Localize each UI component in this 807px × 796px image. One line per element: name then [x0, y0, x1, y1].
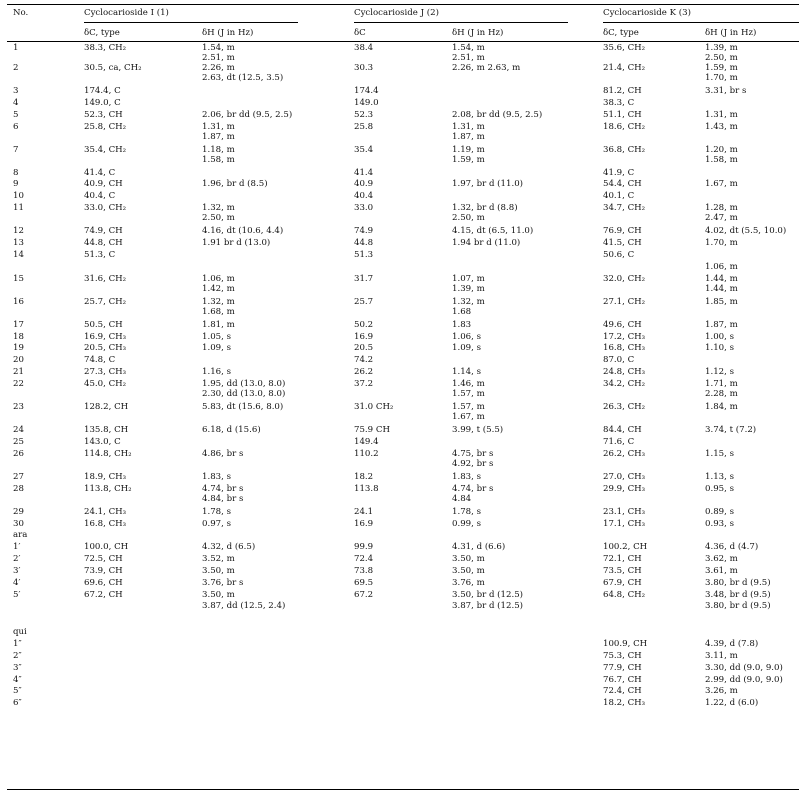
c2-carbon-shift: 33.0 [354, 203, 374, 213]
c2-proton-shift: 1.83 [452, 320, 472, 330]
c1-proton-shift: 4.74, br s [202, 484, 244, 494]
c3-proton-shift: 2.47, m [705, 213, 738, 223]
c1-proton-shift: 1.06, m [202, 274, 235, 284]
c3-proton-shift: 0.95, s [705, 484, 735, 494]
c2-proton-shift: 3.87, br d (12.5) [452, 601, 524, 611]
c3-carbon-shift: 81.2, CH [603, 86, 642, 96]
c1-proton-shift: 1.83, s [202, 472, 232, 482]
row-number: qui [13, 627, 27, 637]
c2-proton-shift: 3.99, t (5.5) [452, 425, 504, 435]
c3-carbon-shift: 21.4, CH₂ [603, 63, 646, 73]
c1-carbon-shift: 67.2, CH [84, 590, 123, 600]
c2-proton-shift: 4.84 [452, 494, 472, 504]
compound-2-underline [354, 22, 568, 23]
c2-proton-shift: 1.57, m [452, 389, 485, 399]
c1-carbon-shift: 73.9, CH [84, 566, 123, 576]
c2-carbon-shift: 73.8 [354, 566, 374, 576]
c1-proton-shift: 1.58, m [202, 155, 235, 165]
c2-carbon-shift: 74.2 [354, 355, 374, 365]
c1-proton-shift: 1.05, s [202, 332, 232, 342]
c2-proton-shift: 4.74, br s [452, 484, 494, 494]
row-number: 5″ [13, 686, 22, 696]
row-number: 3″ [13, 663, 22, 673]
row-number: 17 [13, 320, 24, 330]
c3-carbon-shift: 67.9, CH [603, 578, 642, 588]
c2-proton-shift: 1.68 [452, 307, 472, 317]
c1-carbon-shift: 74.9, CH [84, 226, 123, 236]
c3-carbon-shift: 76.7, CH [603, 675, 642, 685]
row-number: 13 [13, 238, 24, 248]
row-number: 6 [13, 122, 19, 132]
c3-proton-shift: 1.15, s [705, 449, 735, 459]
c3-proton-shift: 1.44, m [705, 274, 738, 284]
c1-carbon-shift: 40.9, CH [84, 179, 123, 189]
subheader-c2-carbon: δC [354, 28, 366, 38]
c3-proton-shift: 1.28, m [705, 203, 738, 213]
row-number: 1 [13, 43, 19, 53]
header-compound-2: Cyclocarioside J (2) [354, 8, 439, 18]
row-number: 9 [13, 179, 19, 189]
c1-proton-shift: 3.76, br s [202, 578, 244, 588]
c3-proton-shift: 1.70, m [705, 238, 738, 248]
c1-carbon-shift: 24.1, CH₃ [84, 507, 127, 517]
c2-carbon-shift: 20.5 [354, 343, 374, 353]
c2-carbon-shift: 149.4 [354, 437, 379, 447]
c3-proton-shift: 2.28, m [705, 389, 738, 399]
c1-proton-shift: 2.50, m [202, 213, 235, 223]
c2-carbon-shift: 31.7 [354, 274, 374, 284]
c3-proton-shift: 3.80, br d (9.5) [705, 601, 771, 611]
c3-proton-shift: 1.06, m [705, 262, 738, 272]
c3-carbon-shift: 71.6, C [603, 437, 635, 447]
c1-carbon-shift: 38.3, CH₂ [84, 43, 127, 53]
row-number: 3 [13, 86, 19, 96]
c1-proton-shift: 1.31, m [202, 122, 235, 132]
c3-carbon-shift: 36.8, CH₂ [603, 145, 646, 155]
c2-proton-shift: 1.14, s [452, 367, 482, 377]
c3-proton-shift: 1.58, m [705, 155, 738, 165]
c3-carbon-shift: 26.3, CH₂ [603, 402, 646, 412]
c3-proton-shift: 1.59, m [705, 63, 738, 73]
c2-proton-shift: 1.97, br d (11.0) [452, 179, 524, 189]
c1-proton-shift: 1.68, m [202, 307, 235, 317]
row-number: 2 [13, 63, 19, 73]
c2-carbon-shift: 44.8 [354, 238, 374, 248]
c1-proton-shift: 2.63, dt (12.5, 3.5) [202, 73, 284, 83]
c3-carbon-shift: 64.8, CH₂ [603, 590, 646, 600]
row-number: 2′ [13, 554, 21, 564]
c3-carbon-shift: 34.7, CH₂ [603, 203, 646, 213]
c1-proton-shift: 1.91 br d (13.0) [202, 238, 271, 248]
c2-carbon-shift: 16.9 [354, 519, 374, 529]
c1-carbon-shift: 51.3, C [84, 250, 116, 260]
c1-proton-shift: 1.18, m [202, 145, 235, 155]
c2-carbon-shift: 40.9 [354, 179, 374, 189]
c1-carbon-shift: 35.4, CH₂ [84, 145, 127, 155]
c3-proton-shift: 1.31, m [705, 110, 738, 120]
c3-carbon-shift: 50.6, C [603, 250, 635, 260]
row-number: 2″ [13, 651, 22, 661]
c2-proton-shift: 2.51, m [452, 53, 485, 63]
c2-carbon-shift: 30.3 [354, 63, 374, 73]
c1-carbon-shift: 69.6, CH [84, 578, 123, 588]
c2-carbon-shift: 110.2 [354, 449, 379, 459]
c1-proton-shift: 3.52, m [202, 554, 235, 564]
subheader-c3-carbon: δC, type [603, 28, 639, 38]
c1-carbon-shift: 143.0, C [84, 437, 121, 447]
c3-proton-shift: 1.39, m [705, 43, 738, 53]
row-number: ara [13, 530, 28, 540]
row-number: 29 [13, 507, 24, 517]
row-number: 27 [13, 472, 24, 482]
c3-carbon-shift: 100.2, CH [603, 542, 648, 552]
c1-proton-shift: 4.16, dt (10.6, 4.4) [202, 226, 284, 236]
top-rule [7, 4, 799, 5]
row-number: 3′ [13, 566, 21, 576]
c2-proton-shift: 3.50, m [452, 554, 485, 564]
c2-carbon-shift: 51.3 [354, 250, 374, 260]
c3-proton-shift: 2.99, dd (9.0, 9.0) [705, 675, 783, 685]
c3-proton-shift: 1.22, d (6.0) [705, 698, 759, 708]
c3-carbon-shift: 17.2, CH₃ [603, 332, 646, 342]
c3-proton-shift: 4.39, d (7.8) [705, 639, 759, 649]
c3-carbon-shift: 26.2, CH₃ [603, 449, 646, 459]
c2-carbon-shift: 38.4 [354, 43, 374, 53]
c1-carbon-shift: 16.9, CH₃ [84, 332, 127, 342]
c2-proton-shift: 1.78, s [452, 507, 482, 517]
row-number: 4 [13, 98, 19, 108]
c3-carbon-shift: 18.6, CH₂ [603, 122, 646, 132]
row-number: 6″ [13, 698, 22, 708]
c3-carbon-shift: 16.8, CH₃ [603, 343, 646, 353]
c1-proton-shift: 3.50, m [202, 590, 235, 600]
c3-proton-shift: 3.26, m [705, 686, 738, 696]
c3-carbon-shift: 35.6, CH₂ [603, 43, 646, 53]
c1-carbon-shift: 174.4, C [84, 86, 121, 96]
c2-carbon-shift: 25.7 [354, 297, 374, 307]
c2-carbon-shift: 99.9 [354, 542, 374, 552]
row-number: 20 [13, 355, 24, 365]
c1-proton-shift: 1.32, m [202, 203, 235, 213]
c2-proton-shift: 0.99, s [452, 519, 482, 529]
c3-carbon-shift: 76.9, CH [603, 226, 642, 236]
c2-proton-shift: 1.32, br d (8.8) [452, 203, 518, 213]
c1-proton-shift: 1.09, s [202, 343, 232, 353]
row-number: 18 [13, 332, 24, 342]
c1-proton-shift: 1.32, m [202, 297, 235, 307]
row-number: 14 [13, 250, 24, 260]
c3-carbon-shift: 84.4, CH [603, 425, 642, 435]
c2-proton-shift: 1.19, m [452, 145, 485, 155]
c3-proton-shift: 3.74, t (7.2) [705, 425, 757, 435]
c1-carbon-shift: 45.0, CH₂ [84, 379, 127, 389]
c3-carbon-shift: 72.4, CH [603, 686, 642, 696]
c1-proton-shift: 1.16, s [202, 367, 232, 377]
c3-carbon-shift: 49.6, CH [603, 320, 642, 330]
c3-carbon-shift: 29.9, CH₃ [603, 484, 646, 494]
c2-proton-shift: 4.92, br s [452, 459, 494, 469]
row-number: 7 [13, 145, 19, 155]
c2-proton-shift: 1.54, m [452, 43, 485, 53]
row-number: 25 [13, 437, 24, 447]
c1-proton-shift: 6.18, d (15.6) [202, 425, 261, 435]
c2-proton-shift: 1.09, s [452, 343, 482, 353]
c2-carbon-shift: 52.3 [354, 110, 374, 120]
c1-proton-shift: 3.87, dd (12.5, 2.4) [202, 601, 286, 611]
c2-proton-shift: 4.31, d (6.6) [452, 542, 506, 552]
c2-carbon-shift: 40.4 [354, 191, 374, 201]
c3-proton-shift: 1.13, s [705, 472, 735, 482]
c3-proton-shift: 0.89, s [705, 507, 735, 517]
c1-carbon-shift: 50.5, CH [84, 320, 123, 330]
c2-carbon-shift: 75.9 CH [354, 425, 390, 435]
c1-proton-shift: 1.95, dd (13.0, 8.0) [202, 379, 286, 389]
c2-carbon-shift: 18.2 [354, 472, 374, 482]
c2-carbon-shift: 24.1 [354, 507, 374, 517]
c1-carbon-shift: 31.6, CH₂ [84, 274, 127, 284]
c1-proton-shift: 2.26, m [202, 63, 235, 73]
c2-carbon-shift: 31.0 CH₂ [354, 402, 394, 412]
bottom-rule [7, 789, 799, 790]
c3-proton-shift: 1.85, m [705, 297, 738, 307]
c1-proton-shift: 1.81, m [202, 320, 235, 330]
c2-proton-shift: 1.83, s [452, 472, 482, 482]
c2-proton-shift: 1.94 br d (11.0) [452, 238, 521, 248]
header-compound-3: Cyclocarioside K (3) [603, 8, 691, 18]
c3-proton-shift: 1.00, s [705, 332, 735, 342]
c3-proton-shift: 1.10, s [705, 343, 735, 353]
c2-proton-shift: 4.75, br s [452, 449, 494, 459]
c3-proton-shift: 3.61, m [705, 566, 738, 576]
c3-proton-shift: 3.80, br d (9.5) [705, 578, 771, 588]
c1-proton-shift: 4.86, br s [202, 449, 244, 459]
c2-proton-shift: 1.46, m [452, 379, 485, 389]
row-number: 4′ [13, 578, 21, 588]
header-rule [7, 41, 799, 42]
c1-carbon-shift: 20.5, CH₃ [84, 343, 127, 353]
c1-carbon-shift: 114.8, CH₂ [84, 449, 132, 459]
row-number: 15 [13, 274, 24, 284]
c1-carbon-shift: 16.8, CH₃ [84, 519, 127, 529]
c3-carbon-shift: 75.3, CH [603, 651, 642, 661]
c1-proton-shift: 0.97, s [202, 519, 232, 529]
c3-carbon-shift: 54.4, CH [603, 179, 642, 189]
c1-carbon-shift: 27.3, CH₃ [84, 367, 127, 377]
row-number: 12 [13, 226, 24, 236]
row-number: 1′ [13, 542, 21, 552]
c2-carbon-shift: 69.5 [354, 578, 374, 588]
header-no: No. [13, 8, 29, 18]
c1-carbon-shift: 44.8, CH [84, 238, 123, 248]
c2-proton-shift: 2.26, m 2.63, m [452, 63, 521, 73]
c1-proton-shift: 1.54, m [202, 43, 235, 53]
row-number: 28 [13, 484, 24, 494]
c3-proton-shift: 1.84, m [705, 402, 738, 412]
c2-carbon-shift: 50.2 [354, 320, 374, 330]
c2-proton-shift: 1.87, m [452, 132, 485, 142]
subheader-c3-proton: δH (J in Hz) [705, 28, 757, 38]
c3-proton-shift: 3.31, br s [705, 86, 747, 96]
c2-proton-shift: 2.08, br dd (9.5, 2.5) [452, 110, 543, 120]
c2-carbon-shift: 35.4 [354, 145, 374, 155]
c1-proton-shift: 4.84, br s [202, 494, 244, 504]
row-number: 23 [13, 402, 24, 412]
c1-proton-shift: 5.83, dt (15.6, 8.0) [202, 402, 284, 412]
c2-proton-shift: 1.07, m [452, 274, 485, 284]
c2-carbon-shift: 67.2 [354, 590, 374, 600]
c1-carbon-shift: 149.0, C [84, 98, 121, 108]
c1-proton-shift: 3.50, m [202, 566, 235, 576]
header-compound-1: Cyclocarioside I (1) [84, 8, 169, 18]
row-number: 26 [13, 449, 24, 459]
c1-carbon-shift: 25.8, CH₂ [84, 122, 127, 132]
c2-carbon-shift: 37.2 [354, 379, 374, 389]
c3-proton-shift: 1.71, m [705, 379, 738, 389]
c1-carbon-shift: 100.0, CH [84, 542, 129, 552]
c1-carbon-shift: 72.5, CH [84, 554, 123, 564]
c2-proton-shift: 3.50, br d (12.5) [452, 590, 524, 600]
c1-proton-shift: 1.42, m [202, 284, 235, 294]
c2-carbon-shift: 72.4 [354, 554, 374, 564]
c2-carbon-shift: 26.2 [354, 367, 374, 377]
c2-carbon-shift: 16.9 [354, 332, 374, 342]
c3-carbon-shift: 73.5, CH [603, 566, 642, 576]
c3-carbon-shift: 40.1, C [603, 191, 635, 201]
c2-carbon-shift: 41.4 [354, 168, 374, 178]
row-number: 5′ [13, 590, 21, 600]
c2-proton-shift: 1.67, m [452, 412, 485, 422]
c3-proton-shift: 4.36, d (4.7) [705, 542, 759, 552]
row-number: 30 [13, 519, 24, 529]
c1-carbon-shift: 40.4, C [84, 191, 116, 201]
c3-proton-shift: 3.11, m [705, 651, 738, 661]
c1-proton-shift: 2.06, br dd (9.5, 2.5) [202, 110, 293, 120]
c1-carbon-shift: 128.2, CH [84, 402, 129, 412]
c3-carbon-shift: 32.0, CH₂ [603, 274, 646, 284]
c2-proton-shift: 1.57, m [452, 402, 485, 412]
c1-proton-shift: 4.32, d (6.5) [202, 542, 256, 552]
c1-proton-shift: 2.30, dd (13.0, 8.0) [202, 389, 286, 399]
row-number: 24 [13, 425, 24, 435]
c2-proton-shift: 3.76, m [452, 578, 485, 588]
row-number: 16 [13, 297, 24, 307]
c1-carbon-shift: 33.0, CH₂ [84, 203, 127, 213]
c3-carbon-shift: 23.1, CH₃ [603, 507, 646, 517]
c3-proton-shift: 3.62, m [705, 554, 738, 564]
c3-carbon-shift: 27.1, CH₂ [603, 297, 646, 307]
c3-carbon-shift: 38.3, C [603, 98, 635, 108]
c1-proton-shift: 2.51, m [202, 53, 235, 63]
c2-proton-shift: 1.06, s [452, 332, 482, 342]
c2-proton-shift: 1.31, m [452, 122, 485, 132]
c3-carbon-shift: 24.8, CH₃ [603, 367, 646, 377]
c3-carbon-shift: 51.1, CH [603, 110, 642, 120]
row-number: 5 [13, 110, 19, 120]
c1-proton-shift: 1.78, s [202, 507, 232, 517]
c3-carbon-shift: 87.0, C [603, 355, 635, 365]
c2-proton-shift: 1.59, m [452, 155, 485, 165]
c3-proton-shift: 1.12, s [705, 367, 735, 377]
c3-carbon-shift: 27.0, CH₃ [603, 472, 646, 482]
compound-1-underline [84, 22, 298, 23]
c3-carbon-shift: 41.5, CH [603, 238, 642, 248]
c2-carbon-shift: 25.8 [354, 122, 374, 132]
c2-proton-shift: 1.32, m [452, 297, 485, 307]
c1-proton-shift: 1.96, br d (8.5) [202, 179, 268, 189]
subheader-c1-carbon: δC, type [84, 28, 120, 38]
c1-carbon-shift: 74.8, C [84, 355, 116, 365]
c1-carbon-shift: 52.3, CH [84, 110, 123, 120]
c2-proton-shift: 3.50, m [452, 566, 485, 576]
c2-carbon-shift: 74.9 [354, 226, 374, 236]
row-number: 8 [13, 168, 19, 178]
c1-carbon-shift: 41.4, C [84, 168, 116, 178]
c3-proton-shift: 4.02, dt (5.5, 10.0) [705, 226, 787, 236]
c3-proton-shift: 3.48, br d (9.5) [705, 590, 771, 600]
c3-proton-shift: 2.50, m [705, 53, 738, 63]
c3-proton-shift: 1.20, m [705, 145, 738, 155]
c3-carbon-shift: 77.9, CH [603, 663, 642, 673]
row-number: 1″ [13, 639, 22, 649]
c3-proton-shift: 3.30, dd (9.0, 9.0) [705, 663, 783, 673]
c1-carbon-shift: 18.9, CH₃ [84, 472, 127, 482]
c3-carbon-shift: 17.1, CH₃ [603, 519, 646, 529]
row-number: 21 [13, 367, 24, 377]
subheader-c2-proton: δH (J in Hz) [452, 28, 504, 38]
c3-carbon-shift: 72.1, CH [603, 554, 642, 564]
c2-proton-shift: 1.39, m [452, 284, 485, 294]
c3-proton-shift: 1.44, m [705, 284, 738, 294]
row-number: 22 [13, 379, 24, 389]
row-number: 11 [13, 203, 24, 213]
c1-carbon-shift: 25.7, CH₂ [84, 297, 127, 307]
c3-carbon-shift: 34.2, CH₂ [603, 379, 646, 389]
c3-carbon-shift: 18.2, CH₃ [603, 698, 646, 708]
subheader-c1-proton: δH (J in Hz) [202, 28, 254, 38]
c2-carbon-shift: 149.0 [354, 98, 379, 108]
c1-carbon-shift: 113.8, CH₂ [84, 484, 132, 494]
c2-carbon-shift: 113.8 [354, 484, 379, 494]
c3-proton-shift: 1.87, m [705, 320, 738, 330]
row-number: 19 [13, 343, 24, 353]
c2-proton-shift: 2.50, m [452, 213, 485, 223]
c1-proton-shift: 1.87, m [202, 132, 235, 142]
c3-carbon-shift: 41.9, C [603, 168, 635, 178]
c3-proton-shift: 0.93, s [705, 519, 735, 529]
c3-proton-shift: 1.43, m [705, 122, 738, 132]
c3-proton-shift: 1.67, m [705, 179, 738, 189]
row-number: 4″ [13, 675, 22, 685]
c1-carbon-shift: 30.5, ca, CH₂ [84, 63, 142, 73]
c2-proton-shift: 4.15, dt (6.5, 11.0) [452, 226, 534, 236]
c1-carbon-shift: 135.8, CH [84, 425, 129, 435]
c3-carbon-shift: 100.9, CH [603, 639, 648, 649]
c2-carbon-shift: 174.4 [354, 86, 379, 96]
compound-3-underline [603, 22, 799, 23]
c3-proton-shift: 1.70, m [705, 73, 738, 83]
row-number: 10 [13, 191, 24, 201]
